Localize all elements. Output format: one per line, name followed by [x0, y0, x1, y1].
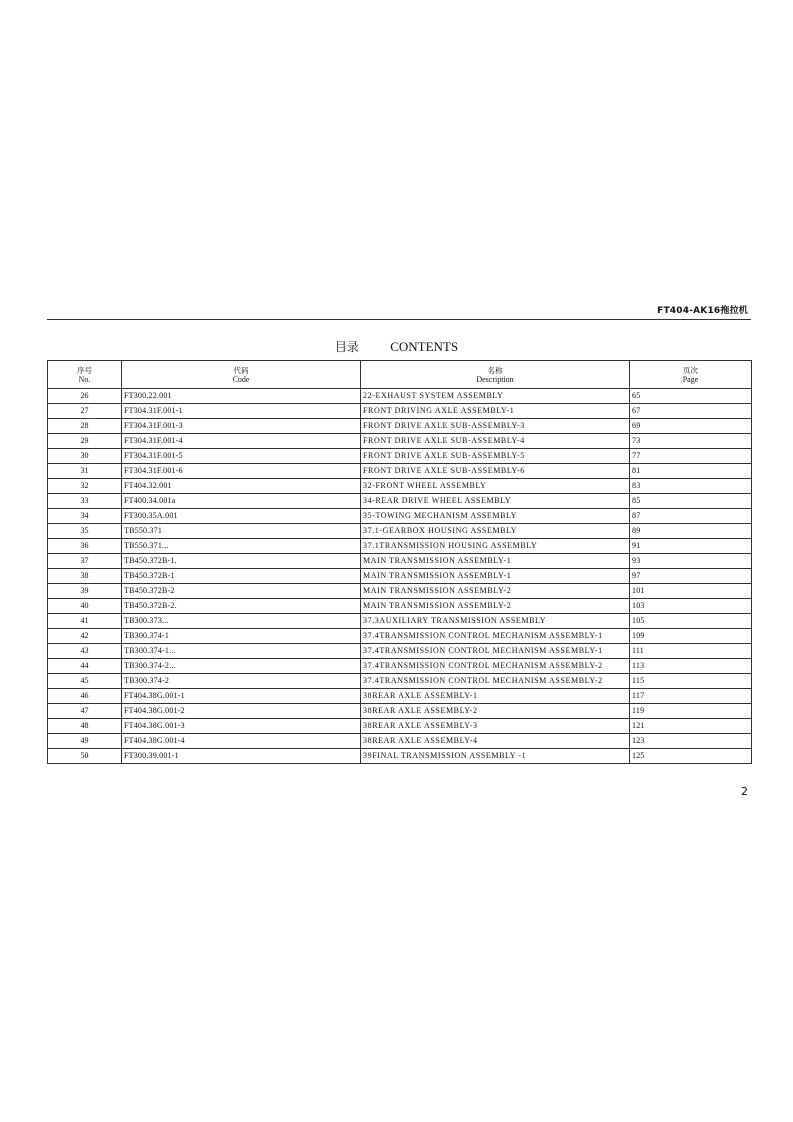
part-code: FT304.31F.001-1: [122, 404, 361, 419]
table-row[interactable]: [48, 599, 752, 614]
table-row[interactable]: [48, 404, 752, 419]
row-number: 48: [48, 719, 122, 734]
part-description: 38REAR AXLE ASSEMBLY-4: [361, 734, 630, 749]
part-code: FT300.22.001: [122, 389, 361, 404]
part-description: 22-EXHAUST SYSTEM ASSEMBLY: [361, 389, 630, 404]
part-description: 37.1TRANSMISSION HOUSING ASSEMBLY: [361, 539, 630, 554]
page-ref: 105: [630, 614, 752, 629]
part-description: 37.3AUXILIARY TRANSMISSION ASSEMBLY: [361, 614, 630, 629]
header-rule: [47, 319, 751, 320]
table-row[interactable]: [48, 614, 752, 629]
row-number: 43: [48, 644, 122, 659]
row-number: 31: [48, 464, 122, 479]
part-description: 38REAR AXLE ASSEMBLY-1: [361, 689, 630, 704]
part-code: FT404.38G.001-1: [122, 689, 361, 704]
page-ref: 123: [630, 734, 752, 749]
contents-title: [0, 338, 793, 355]
column-header-no: 序号 No.: [48, 361, 122, 389]
row-number: 49: [48, 734, 122, 749]
contents-title-en: CONTENTS: [390, 339, 459, 354]
table-row[interactable]: [48, 704, 752, 719]
part-description: 39FINAL TRANSMISSION ASSEMBLY -1: [361, 749, 630, 764]
row-number: 30: [48, 449, 122, 464]
page-ref: 121: [630, 719, 752, 734]
part-code: FT300.35A.001: [122, 509, 361, 524]
part-description: 35-TOWING MECHANISM ASSEMBLY: [361, 509, 630, 524]
page-ref: 113: [630, 659, 752, 674]
part-description: FRONT DRIVE AXLE SUB-ASSEMBLY-3: [361, 419, 630, 434]
page-ref: 65: [630, 389, 752, 404]
page-ref: 103: [630, 599, 752, 614]
part-code: TB300.374-2: [122, 674, 361, 689]
part-description: 34-REAR DRIVE WHEEL ASSEMBLY: [361, 494, 630, 509]
page-ref: 119: [630, 704, 752, 719]
row-number: 36: [48, 539, 122, 554]
page-ref: 67: [630, 404, 752, 419]
part-description: 37.4TRANSMISSION CONTROL MECHANISM ASSEMBLY-1: [361, 644, 630, 659]
part-description: 32-FRONT WHEEL ASSEMBLY: [361, 479, 630, 494]
part-description: 37.4TRANSMISSION CONTROL MECHANISM ASSEMBLY-1: [361, 629, 630, 644]
part-code: FT404.38G.001-3: [122, 719, 361, 734]
row-number: 41: [48, 614, 122, 629]
part-description: 37.1-GEARBOX HOUSING ASSEMBLY: [361, 524, 630, 539]
table-row[interactable]: [48, 629, 752, 644]
row-number: 28: [48, 419, 122, 434]
column-header-page: 页次 Page: [630, 361, 752, 389]
table-row[interactable]: [48, 689, 752, 704]
page-ref: 81: [630, 464, 752, 479]
part-description: 37.4TRANSMISSION CONTROL MECHANISM ASSEMBLY-2: [361, 659, 630, 674]
part-description: MAIN TRANSMISSION ASSEMBLY-2: [361, 599, 630, 614]
part-description: 37.4TRANSMISSION CONTROL MECHANISM ASSEMBLY-2: [361, 674, 630, 689]
contents-table: [47, 360, 752, 764]
row-number: 32: [48, 479, 122, 494]
table-row[interactable]: [48, 749, 752, 764]
table-row[interactable]: [48, 734, 752, 749]
page-ref: 73: [630, 434, 752, 449]
page-ref: 101: [630, 584, 752, 599]
table-row[interactable]: [48, 479, 752, 494]
page-ref: 91: [630, 539, 752, 554]
column-header-description: 名称 Description: [361, 361, 630, 389]
part-description: MAIN TRANSMISSION ASSEMBLY-2: [361, 584, 630, 599]
part-code: FT400.34.001a: [122, 494, 361, 509]
row-number: 50: [48, 749, 122, 764]
row-number: 33: [48, 494, 122, 509]
part-code: TB300.374-1...: [122, 644, 361, 659]
part-code: TB450.372B-2: [122, 584, 361, 599]
table-row[interactable]: [48, 464, 752, 479]
part-code: TB450.372B-1.: [122, 554, 361, 569]
part-description: FRONT DRIVING AXLE ASSEMBLY-1: [361, 404, 630, 419]
part-code: TB300.374-1: [122, 629, 361, 644]
page-ref: 89: [630, 524, 752, 539]
row-number: 46: [48, 689, 122, 704]
table-row[interactable]: [48, 674, 752, 689]
row-number: 47: [48, 704, 122, 719]
page-number: 2: [741, 785, 748, 798]
row-number: 35: [48, 524, 122, 539]
part-code: TB450.372B-2.: [122, 599, 361, 614]
row-number: 40: [48, 599, 122, 614]
row-number: 44: [48, 659, 122, 674]
table-row[interactable]: [48, 494, 752, 509]
table-row[interactable]: [48, 554, 752, 569]
page-ref: 93: [630, 554, 752, 569]
page-ref: 125: [630, 749, 752, 764]
row-number: 27: [48, 404, 122, 419]
page-ref: 87: [630, 509, 752, 524]
part-code: TB450.372B-1: [122, 569, 361, 584]
row-number: 38: [48, 569, 122, 584]
part-code: FT404.38G.001-4: [122, 734, 361, 749]
table-row[interactable]: [48, 584, 752, 599]
row-number: 39: [48, 584, 122, 599]
row-number: 34: [48, 509, 122, 524]
row-number: 26: [48, 389, 122, 404]
part-code: TB550.371...: [122, 539, 361, 554]
table-row[interactable]: [48, 524, 752, 539]
table-row[interactable]: [48, 419, 752, 434]
part-code: FT304.31F.001-6: [122, 464, 361, 479]
row-number: 29: [48, 434, 122, 449]
part-code: TB300.373...: [122, 614, 361, 629]
column-header-code: 代码 Code: [122, 361, 361, 389]
document-header-model: FT404-AK16拖拉机: [657, 306, 748, 316]
page-ref: 115: [630, 674, 752, 689]
row-number: 37: [48, 554, 122, 569]
part-description: FRONT DRIVE AXLE SUB-ASSEMBLY-6: [361, 464, 630, 479]
table-header-row: [48, 361, 752, 389]
part-code: FT304.31F.001-3: [122, 419, 361, 434]
table-row[interactable]: [48, 434, 752, 449]
part-code: FT304.31F.001-4: [122, 434, 361, 449]
part-description: FRONT DRIVE AXLE SUB-ASSEMBLY-5: [361, 449, 630, 464]
part-description: FRONT DRIVE AXLE SUB-ASSEMBLY-4: [361, 434, 630, 449]
table-row[interactable]: [48, 539, 752, 554]
page-ref: 97: [630, 569, 752, 584]
table-row[interactable]: [48, 389, 752, 404]
row-number: 42: [48, 629, 122, 644]
table-row[interactable]: [48, 719, 752, 734]
table-row[interactable]: [48, 449, 752, 464]
page-ref: 117: [630, 689, 752, 704]
part-description: 38REAR AXLE ASSEMBLY-3: [361, 719, 630, 734]
table-row[interactable]: [48, 569, 752, 584]
page-ref: 83: [630, 479, 752, 494]
page-ref: 109: [630, 629, 752, 644]
part-code: FT300.39.001-1: [122, 749, 361, 764]
part-description: MAIN TRANSMISSION ASSEMBLY-1: [361, 569, 630, 584]
part-code: TB550.371: [122, 524, 361, 539]
part-code: FT304.31F.001-5: [122, 449, 361, 464]
page-ref: 77: [630, 449, 752, 464]
page-ref: 111: [630, 644, 752, 659]
part-description: 38REAR AXLE ASSEMBLY-2: [361, 704, 630, 719]
page-ref: 85: [630, 494, 752, 509]
page-ref: 69: [630, 419, 752, 434]
table-row[interactable]: [48, 509, 752, 524]
part-code: FT404.32.001: [122, 479, 361, 494]
part-description: MAIN TRANSMISSION ASSEMBLY-1: [361, 554, 630, 569]
table-row[interactable]: [48, 644, 752, 659]
contents-title-cn: 目录: [334, 340, 359, 354]
table-row[interactable]: [48, 659, 752, 674]
part-code: TB300.374-2...: [122, 659, 361, 674]
part-code: FT404.38G.001-2: [122, 704, 361, 719]
row-number: 45: [48, 674, 122, 689]
